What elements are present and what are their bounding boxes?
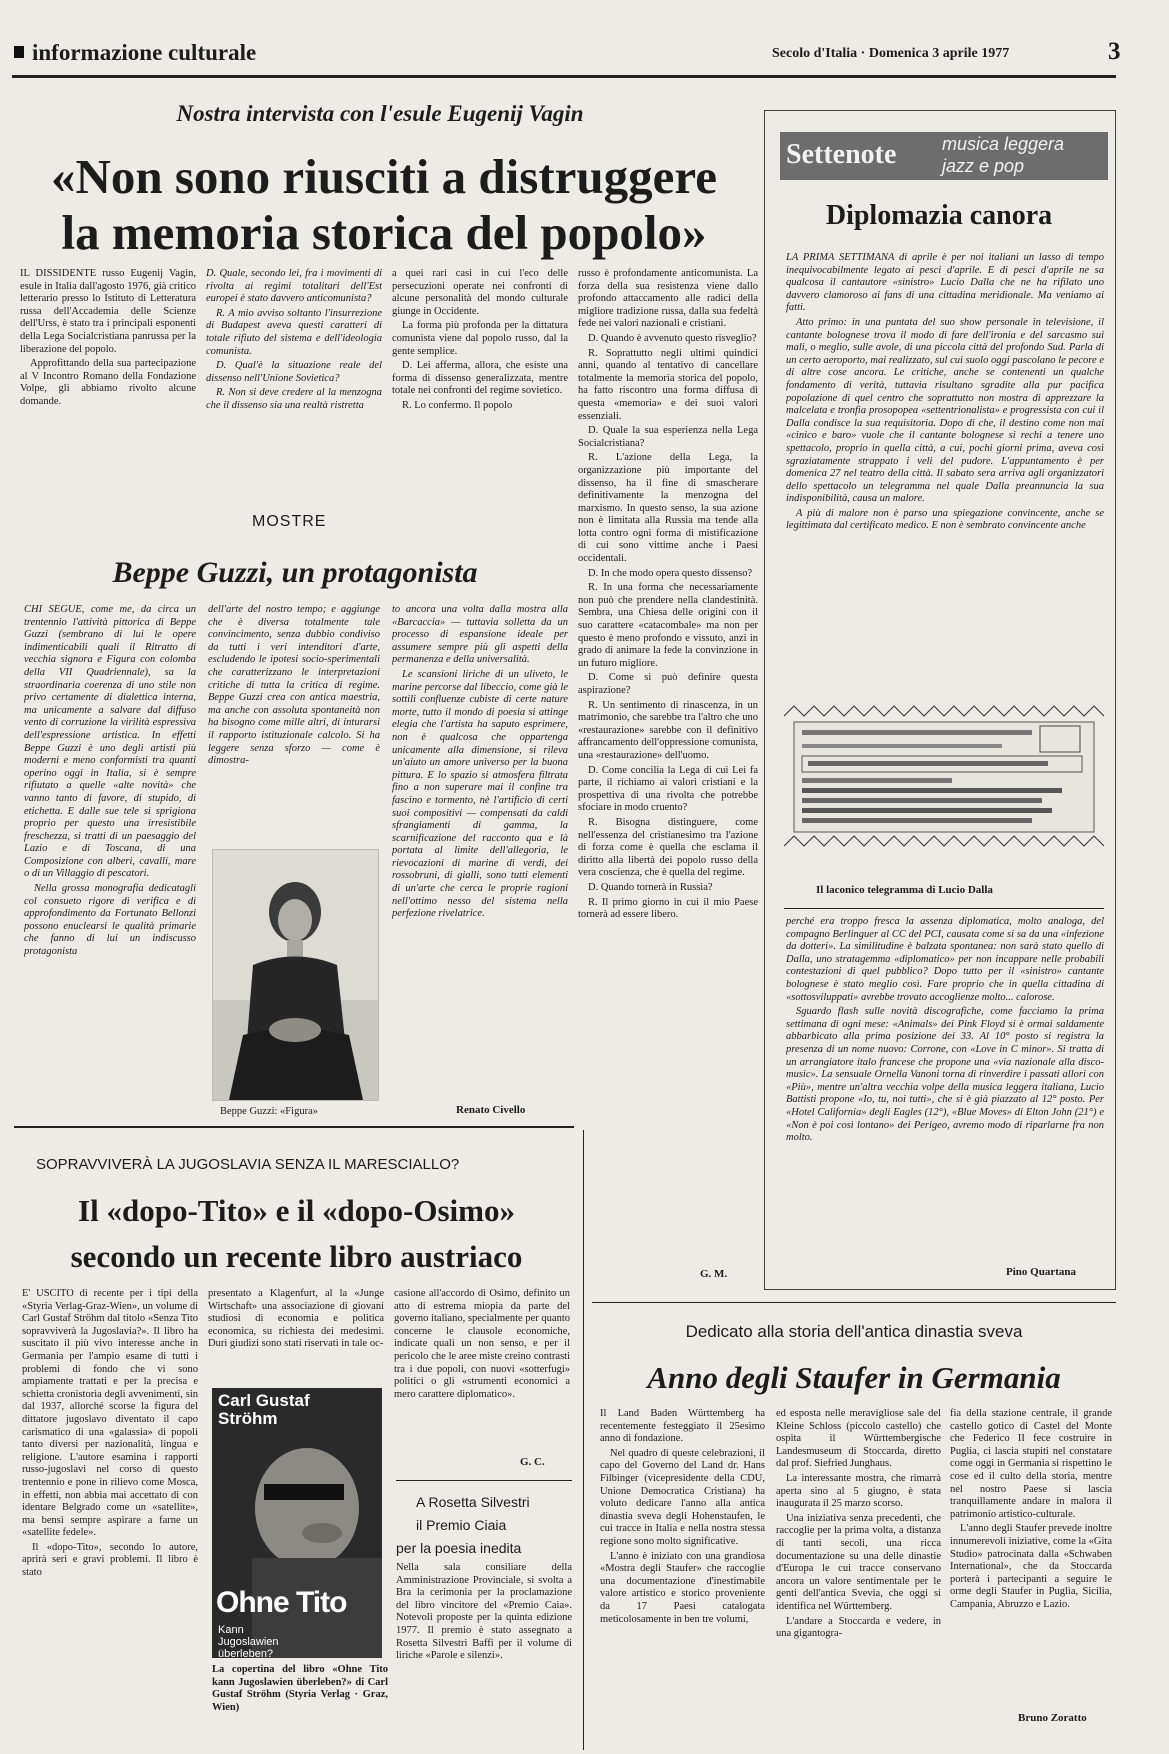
settenote-logo: Settenote	[786, 139, 897, 170]
staufer-col-3	[950, 1408, 1112, 1708]
paragraph: Sguardo flash sulle novità discografiche, come facciamo la prima settimana di ogni mese: «Animals» dei Pink Floyd si è ormai saldamente abbarbicato alla prima posizione dei 33. Al 10° posto si registra la presenza di un nome nuovo: Corrone, con «Love in C minor». Si tratta di un arrangiatore italo francese che propone una «via nazionale alla disco-music». La sensuale Ornella Vanoni torna di rinverdire i passati allori con «Più», mentre un'altra vecchia volpe della musica leggera italiana, Lucio Battisti propone «Io, tu, noi tutti», che si è già piazzato al 12° posto. Per «Hotel California» degli Eagles (12°), «Blue Moves» di Elton John (21°) e «Non è poi così lontano» dei Perigeo, avremo modo di riparlarne fra non molto.	[786, 1006, 1104, 1144]
paragraph: R. In una forma che necessariamente non può che prendere nella clandestinità. Sembra, una Chiesa delle origini con il suo carattere «catacombale» ma non per questo è meno profondo e vissuto, anzi in grado di animare la fede la convinzione in un futuro migliore.	[578, 582, 758, 669]
paragraph: Le scansioni liriche di un uliveto, le marine percorse dal libeccio, come già le sottili confluenze cubiste di certe nature morte, tutto il mondo di poesia si attinge elegia che l'artista ha saputo esprimere, non è qualcosa che oppartenga unicamente alla dimensione, si rileva un'aiuto un amore universo per la buona pittura. E lo spazio si atmosfera filtrata fino a non superare mai il confine tra fascino e tormento, nè l'artificio di certi suoi compositivi — compensati da caldi sfrangiamenti di gamma, la scarnificazione del racconto qua e là portata al limite dell'allegoria, le rievocazioni di marine di verdi, dei rossobruni, di gialli, sono tutti elementi di un'arte che cerca le proprie ragioni nell'ottimo nesso del sistema nella perfezione rivelatrice.	[392, 668, 568, 920]
mostre-col-2	[208, 604, 380, 840]
staufer-top-rule	[592, 1302, 1116, 1303]
paragraph: Il «dopo-Tito», secondo lo autore, aprirà seri e gravi problemi. Il libro è stato	[22, 1541, 198, 1579]
settenote-col-bottom	[786, 916, 1104, 1256]
mostre-headline: Beppe Guzzi, un protagonista	[112, 556, 478, 589]
mostre-caption: Beppe Guzzi: «Figura»	[220, 1106, 318, 1117]
telegram-caption: Il laconico telegramma di Lucio Dalla	[816, 884, 993, 896]
paragraph: D. Come si può definire questa aspirazione?	[578, 672, 758, 696]
paragraph: L'andare a Stoccarda e vedere, in una gigantogra-	[776, 1615, 941, 1640]
main-col-2	[206, 268, 382, 488]
paragraph: CHI SEGUE, come me, da circa un trentennio l'attività pittorica di Beppe Guzzi (sembrano di lui le opere indimenticabili quali il Ritratto di vecchia signora e Figura con colomba della VII Quadriennale), sa la straordinaria coerenza di uno stile non privo certamente di dialettica interna, ma unicamente a salvare dal diffuso vento di corruzione la virilità espressiva dell'espressione artistica. In effetti Beppe Guzzi è uno degli artisti più moderni e meno conformisti tra quanti operino oggi in Italia, si è sempre rifiutato a quelle «alte novità» che vanno tanto di favore, di stupido, di etichetta. E dalle sue tele si sprigiona proprio per questo una irresistibile freschezza, si tratti di un paesaggio del Lazio e di Toscana, di una Composizione con alberi, cavalli, mare o di un Villaggio di pescatori.	[24, 604, 196, 880]
paragraph: D. Qual'è la situazione reale del dissenso nell'Unione Sovietica?	[206, 360, 382, 384]
paragraph: D. In che modo opera questo dissenso?	[588, 567, 753, 579]
tito-col-3	[394, 1288, 570, 1454]
paragraph: D. Lei afferma, allora, che esiste una forma di dissenso generalizzata, mentre totale nei confronti del regime sovietico.	[392, 360, 568, 397]
paragraph: a quei rari casi in cui l'eco delle persecuzioni operate nei confronti di alcune personalità del mondo culturale giunge in Occidente.	[392, 268, 568, 317]
paragraph: perché era troppo fresca la assenza diplomatica, molto analoga, del compagno Berlinguer al CC del PCI, causata come si sa da una «infezione da dotteri». La similitudine è balzata spontanea: non sarà stato quello di Dalla, uno stratagemma «diplomatico» per non incappare nelle probabili contestazioni di quel pubblico? Dopo tutto per il «sinistro» cantante bolognese è stato meglio così. Fare proprio che in quella cittadina di «sottosviluppati» avrebbe trovato accoglienze molto... calorose.	[786, 916, 1104, 1003]
settenote-banner	[780, 132, 1108, 180]
main-headline-line1: «Non sono riusciti a distruggere	[50, 149, 718, 204]
tito-headline-line1: Il «dopo-Tito» e il «dopo-Osimo»	[78, 1193, 515, 1228]
telegram-illustration	[784, 686, 1106, 866]
paragraph: Approfittando della sua partecipazione al V Incontro Romano della Fondazione Volpe, gli abbiamo rivolto alcune domande.	[20, 358, 196, 407]
main-col-3	[392, 268, 568, 488]
painting-image	[212, 849, 379, 1101]
rosetta-top-rule	[396, 1480, 572, 1481]
main-kicker: Nostra intervista con l'esule Eugenij Vagin	[176, 101, 584, 126]
rosetta-title-line1: A Rosetta Silvestri	[416, 1494, 530, 1510]
paragraph: Nel quadro di queste celebrazioni, il capo del Governo del Land dr. Hans Filbinger (vicepresidente della CDU, Unione Democratica Cristiana) ha voluto dedicare l'anno alla antica dinastia sveva degli Hohenstaufen, le cui tracce in Italia e nella nostra stessa regione sono molto significative.	[600, 1447, 765, 1547]
paragraph: R. A mio avviso soltanto l'insurrezione di Budapest aveva questi caratteri di totale rifiuto del sistema e dell'ideologia comunista.	[206, 307, 382, 357]
staufer-col-2	[776, 1408, 941, 1734]
book-cover-subtitle: Kann Jugoslawien überleben?	[218, 1624, 279, 1658]
tito-col-2	[208, 1288, 384, 1384]
paragraph: L'anno è iniziato con una grandiosa «Mostra degli Staufer» che raccoglie una documentazione d'inestimabile valore artistico e storico proveniente da 17 Paesi catalogata meticolosamente in ben tre volumi,	[600, 1550, 765, 1625]
telegram-caption-rule	[784, 908, 1104, 909]
mostre-col-1	[24, 604, 196, 1114]
section-marker-icon	[14, 46, 24, 58]
paragraph: R. Bisogna distinguere, come nell'essenza del cristianesimo tra l'azione di forza come è quella che esclama il diritto alla libertà dei popolo russo della vera coscienza, che è quella del regime.	[578, 816, 758, 879]
paragraph: L'anno degli Staufer prevede inoltre innumerevoli iniziative, come la «Gita Studio» patrocinata dalla «Schwaben International», che da Stoccarda porterà i partecipanti a seguire le orme degli Staufer in Puglia, Sicilia, Campania, Abruzzo e Lazio.	[950, 1523, 1112, 1610]
mostre-bottom-rule	[14, 1126, 574, 1128]
settenote-tagline-2: jazz e pop	[942, 156, 1025, 176]
rosetta-title-line2: il Premio Ciaia	[416, 1517, 507, 1533]
main-headline-line2: la memoria storica del popolo»	[61, 205, 707, 260]
paragraph: La forma più profonda per la dittatura comunista viene dal popolo russo, dal la gente semplice.	[392, 320, 568, 357]
staufer-headline: Anno degli Staufer in Germania	[647, 1360, 1061, 1395]
mostre-label: MOSTRE	[252, 513, 327, 530]
staufer-kicker: Dedicato alla storia dell'antica dinastia sveva	[685, 1322, 1023, 1341]
tito-kicker: SOPRAVVIVERÀ LA JUGOSLAVIA SENZA IL MARESCIALLO?	[36, 1156, 460, 1173]
settenote-tagline-1: musica leggera	[942, 134, 1065, 154]
paragraph: R. Lo confermo. Il popolo	[402, 399, 513, 411]
telegram-image	[784, 686, 1106, 866]
paragraph: R. L'azione della Lega, la organizzazione più importante del dissenso, ha il fine di smascherare definitivamente la menzogna del marxismo. In questo senso, la sua azione non è limitata alla Russia ma tende alla lotta contro ogni forma di mistificazione di cui sono vittime anche i Paesi occidentali.	[578, 452, 758, 565]
header-rule	[12, 75, 1116, 78]
section-title: informazione culturale	[32, 40, 257, 65]
paragraph: ed esposta nelle meravigliose sale del Kleine Schloss (piccolo castello) che ospita il Württembergische Landesmuseum di Stoccarda, diretto dal prof. Siefried Junghaus.	[776, 1408, 941, 1470]
staufer-signature: Bruno Zoratto	[1018, 1712, 1087, 1724]
paragraph: to ancora una volta dalla mostra alla «Barcaccia» — tuttavia solletta da un processo di espansione ideale per assumere sempre più gli aspetti della permanenza e della universalità.	[392, 604, 568, 666]
paragraph: Il Land Baden Württemberg ha recentemente festeggiato il 25esimo anno di fondazione.	[600, 1408, 765, 1445]
paragraph: fia della stazione centrale, il grande castello gotico di Castel del Monte che Federico II fece costruire in Puglia, ci lascia stupiti nel constatare come oggi in Germania si rispettino le cose ed il culto della storia, mentre nel nostro Paese si lascia tranquillamente andare in malora il patrimonio artistico-culturale.	[950, 1408, 1112, 1520]
paragraph: Una iniziativa senza precedenti, che raccoglie per la prima volta, a distanza di tanti secoli, una ricca documentazione su una delle dinastie d'Europa le cui tracce conservano ancora un valore sentimentale per le genti dell'antica Svevia, che oggi si identifica nel Württemberg.	[776, 1512, 941, 1612]
paragraph: R. Soprattutto negli ultimi quindici anni, quando al tentativo di cancellare totalmente la memoria storica del popolo, ha fatto riscontro una forma diffusa di questa «memoria» e dei suoi valori essenziali.	[578, 347, 758, 422]
tito-signature: G. C.	[520, 1456, 545, 1468]
paragraph: R. Il primo giorno in cui il mio Paese tornerà ad essere libero.	[578, 896, 758, 921]
paragraph: LA PRIMA SETTIMANA di aprile è per noi italiani un lasso di tempo inequivocabilmente legato ai pesci d'aprile. E di pesci d'aprile ne sa qualcosa il cantautore «sinistro» Lucio Dalla che ne ha rifilato uno davvero clamoroso ai fans di una cittadina meridionale. Ma veniamo ai fatti.	[786, 252, 1104, 314]
main-signature: G. M.	[700, 1268, 728, 1280]
paragraph: D. Quale la sua esperienza nella Lega Socialcristiana?	[578, 425, 758, 449]
paragraph: IL DISSIDENTE russo Eugenij Vagin, esule in Italia dall'agosto 1976, già critico letterario presso lo Istituto di Letteratura russa dell'Accademia delle Scienze dell'Urss, è stato tra i principali esponenti della Lega Socialcristiana panrussa per la liberazione del popolo.	[20, 268, 196, 355]
book-cover-author: Carl Gustaf Ströhm	[218, 1391, 310, 1428]
paragraph: D. Quando tornerà in Russia?	[588, 881, 713, 893]
paragraph: Nella grossa monografia dedicatagli col consueto rigore di verifica e di approfondimento da Fortunato Bellonzi possono enuclearsi le qualità primarie che fanno di lui un indiscusso protagonista	[24, 883, 196, 958]
main-col-4	[578, 268, 758, 1268]
paragraph: E' USCITO di recente per i tipi della «Styria Verlag-Graz-Wien», un volume di Carl Gustaf Ströhm dal titolo «Senza Tito sopravviverà la Jugoslavia?». Il libro ha suscitato il più vivo interesse anche in Germania per l'ampio esame di tutti i problemi di fondo che vi sono ampiamente trattati e per la precisa e schietta cronistoria degli avvenimenti, sin dal 1937, allorché scorse la figura del dittatore jugoslavo diventato il capo carismatico di una «galassia» di popoli tanto diversi per nazionalità, lingua e religione. L'autore esamina i rapporti russo-jugoslavi nel corso di questo trentennio e pone in rilievo come Mosca, in effetti, non abbia mai accettato di con identare Belgrado come un «satellite», ma bensì sempre aspirare a farne un «satellite fedele».	[22, 1288, 198, 1539]
settenote-col-top	[786, 252, 1104, 672]
paragraph: D. Quando è avvenuto questo risveglio?	[588, 332, 757, 344]
paragraph: russo è profondamente anticomunista. La forza della sua resistenza viene dallo profondo attaccamento alle radici della migliore tradizione russa, dalla sua fedeltà fede nei valori nazionali e cristiani.	[578, 268, 758, 330]
paragraph: R. Non si deve credere al la menzogna che il dissenso sia una realtà ristretta	[206, 387, 382, 411]
paragraph: presentato a Klagenfurt, al la «Junge Wirtschaft» una associazione di giovani studiosi di economia e politica economica, su richiesta dei medesimi. Duri giudizi sono stati riservati in tale oc-	[208, 1288, 384, 1350]
settenote-signature: Pino Quartana	[1006, 1266, 1076, 1278]
rosetta-title-line3: per la poesia inedita	[396, 1540, 522, 1556]
rosetta-body: Nella sala consiliare della Amministrazione Provinciale, si svolta a Bra la cerimonia per la proclamazione del libro vincitore del «Premio Caia». Notevoli proposte per la quinta edizione 1977. Il premio è stato assegnato a Rosetta Silvestri Baffi per il volume di liriche «Parole e silenzi».	[396, 1562, 572, 1662]
painting-figure-illustration	[213, 850, 378, 1100]
settenote-headline: Diplomazia canora	[825, 200, 1053, 231]
tito-headline-line2: secondo un recente libro austriaco	[70, 1239, 523, 1274]
paragraph: dell'arte del nostro tempo; e aggiunge che è diversa totalmente tale convincimento, senza dubbio condiviso da tutti i veri intenditori d'arte, escludendo le ipotesi socio-sperimentali che caratterizzano le interpretazioni critiche di tutta la critica di regime. Beppe Guzzi crea con antica maestria, ma anche con assoluta spontaneità non ha bisogno come mille altri, di inturarsi il rapporto istituzionale calcolo. Si ha leggere senza sforzo — come è dimostra-	[208, 604, 380, 767]
dateline: Secolo d'Italia · Domenica 3 aprile 1977	[772, 46, 1010, 61]
paragraph: D. Quale, secondo lei, fra i movimenti di rivolta ai regimi totalitari dell'Est europei è stato davvero anticomunista?	[206, 268, 382, 305]
staufer-col-1	[600, 1408, 765, 1734]
book-cover-title: Ohne Tito	[216, 1586, 347, 1619]
tito-col-1	[22, 1288, 198, 1744]
paragraph: D. Come concilia la Lega di cui Lei fa parte, il richiamo ai valori cristiani e la prospettiva di una rivolta che potrebbe sfociare in modo cruento?	[578, 764, 758, 814]
book-caption: La copertina del libro «Ohne Tito kann Jugoslawien überleben?» di Carl Gustaf Ströhm (Styria Verlag · Graz, Wien)	[212, 1664, 388, 1713]
main-col-1	[20, 268, 196, 488]
mostre-signature: Renato Civello	[456, 1104, 526, 1116]
paragraph: La interessante mostra, che rimarrà aperta sino al 5 giugno, è stata inaugurata il 25 marzo scorso.	[776, 1472, 941, 1510]
book-cover-image	[212, 1388, 382, 1658]
paragraph: A più di malore non è parso una spiegazione convincente, anche se legittimata dal certificato medico. E non è sembrato convincente anche	[786, 507, 1104, 532]
mostre-col-3	[392, 604, 568, 1104]
paragraph: casione all'accordo di Osimo, definito un atto di estrema miopia da parte del governo italiano, specialmente per quanto concerne le clausole economiche, indicate quali un non senso, e per il pericolo che le aree miste creino contrasti tra i due popoli, con nuovi «sotterfugi» politici o gli «strumenti economici a mero carattere diplomatico».	[394, 1288, 570, 1400]
page-number: 3	[1108, 38, 1121, 65]
paragraph: R. Un sentimento di rinascenza, in un matrimonio, che sarebbe tra l'altro che uno «restaurazione» sarebbe con il definitivo affrancamento dell'oppressione comunista, una «restaurazione» dell'uomo.	[578, 699, 758, 761]
paragraph: Atto primo: in una puntata del suo show personale in televisione, il cantante bolognese trova il modo di fare dell'ironia e del sarcasmo sui mali, o meglio, sulle avole, di una piccola città del profondo Sud. Parla di un certo aeroporto, mai realizzato, sul cui suolo oggi pascolano le pecore e di altre cose ancora. Le critiche, anche se contenenti un qualche fondamento di verità, tuttavia risultano sgradite alla pur pacifica popolazione di quel centro che soprattutto non mostra di apprezzare la malcelata e tronfia prosopopea «settentrionalista» e progressista con cui il Dalla condisce la sua requisitoria. Dopo di che, il destino come non mai «cinico e baro» vuole che il cantante bolognese si rechi a tenere uno spettacolo, proprio in quella città, a cui, pochi giorni prima, aveva così sgraziatamente strappato i veli del pudore. L'appuntamento è per domenica 27 nel teatro della città. Il sabato sera arriva agli organizzatori dello spettacolo un telegramma nel quale Dalla preannuncia la sua indisponibilità, causa un malore.	[786, 316, 1104, 505]
vertical-divider	[583, 1130, 584, 1750]
